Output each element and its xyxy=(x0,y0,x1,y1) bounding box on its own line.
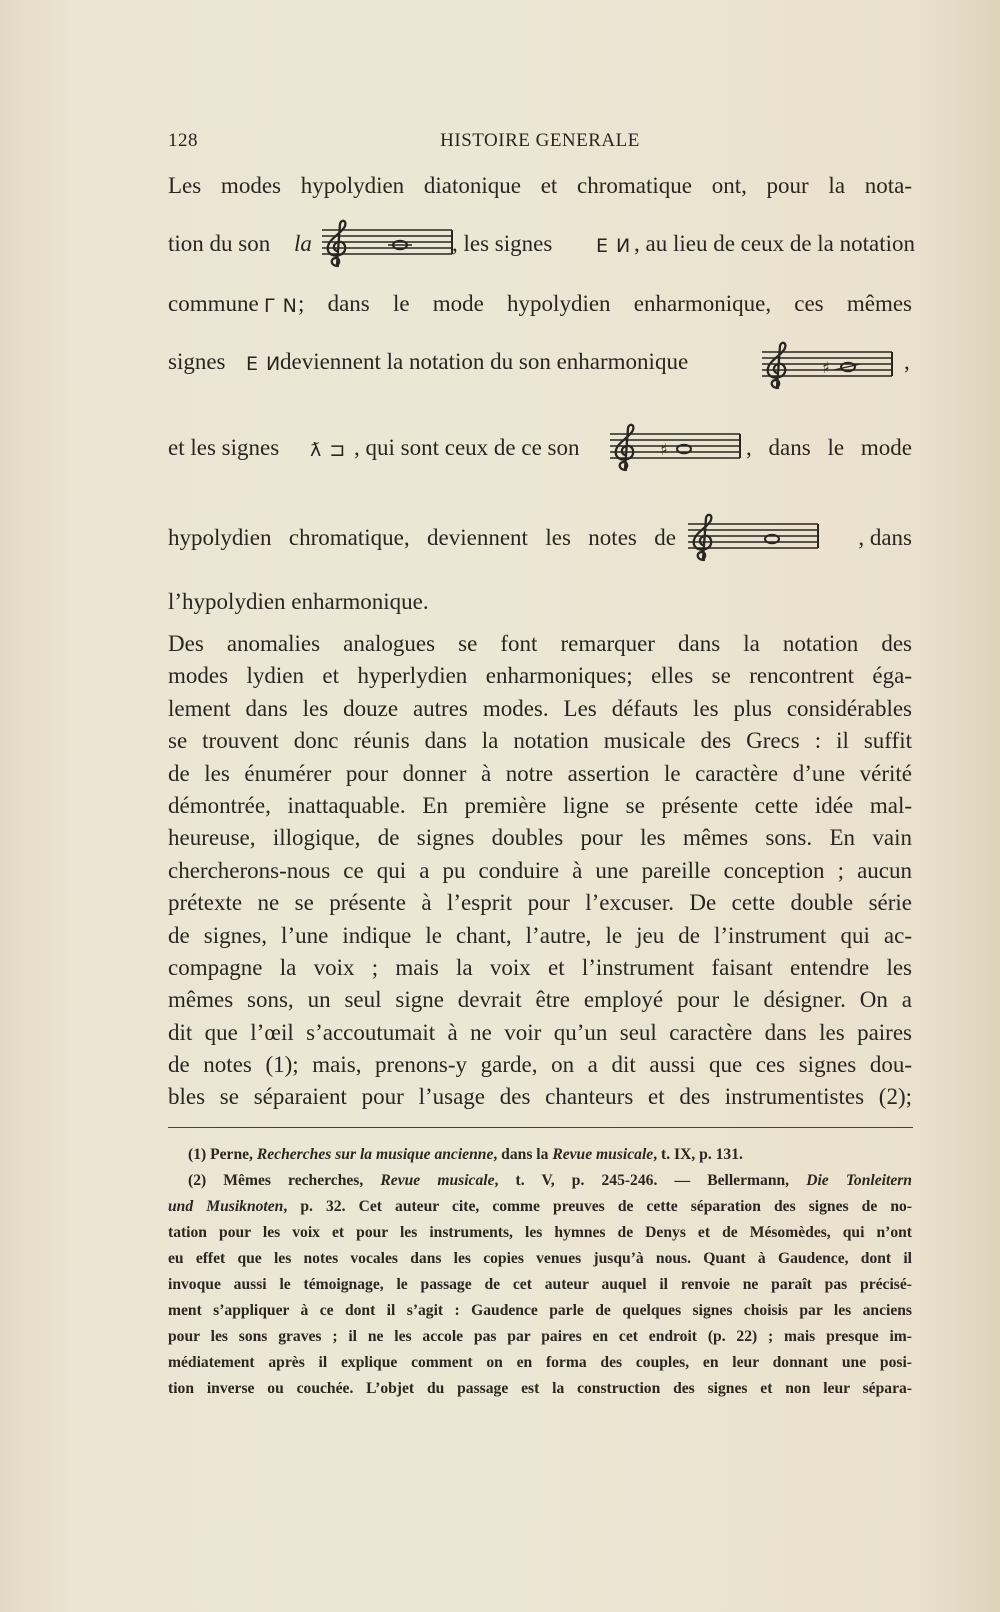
footnote-2-line: médiatement après il explique comment on en forma des couples, en leur donnant une posi- xyxy=(168,1354,912,1371)
footnote-text: (2) Mêmes recherches, xyxy=(188,1172,381,1189)
music-staff-icon xyxy=(316,218,458,268)
footnote-2-line: invoque aussi le témoignage, le passage de cet auteur auquel il renvoie ne paraît pas précisé- xyxy=(168,1276,912,1293)
text-segment: signes xyxy=(168,349,226,374)
footnote-title: und Musiknoten xyxy=(168,1198,284,1215)
text-line-with-notation xyxy=(168,432,912,480)
paragraph-line: se trouvent donc réunis dans la notation musicale des Grecs : il suffit xyxy=(168,728,912,754)
text-segment: , qui sont ceux de ce son xyxy=(354,435,580,460)
greek-notation-signs: Γ N xyxy=(264,295,298,317)
text-segment: deviennent la notation du son enharmonique xyxy=(280,349,689,374)
paragraph-line: modes lydien et hyperlydien enharmoniques; elles se rencontrent éga- xyxy=(168,663,912,689)
text-segment: , xyxy=(904,349,910,374)
footnote-text: , dans la xyxy=(493,1146,553,1163)
footnote-2-line: ment s’appliquer à ce dont il s’agit : Gaudence parle de quelques signes choisis par les anciens xyxy=(168,1302,912,1319)
text-segment: commune xyxy=(168,291,259,316)
note-name: la xyxy=(294,231,312,256)
text-line-with-notation xyxy=(168,228,916,276)
text-segment: , au lieu de ceux de la notation xyxy=(634,231,916,256)
paragraph-line: mêmes sons, un seul signe devrait être employé pour le désigner. On a xyxy=(168,987,912,1013)
paragraph-line: de les énumérer pour donner à notre assertion le caractère d’une vérité xyxy=(168,760,912,786)
footnote-divider xyxy=(168,1127,913,1128)
paragraph-line: de signes, l’une indique le chant, l’autre, le jeu de l’instrument qui ac- xyxy=(168,922,912,948)
page-number: 128 xyxy=(168,130,198,151)
music-staff-icon xyxy=(682,512,824,562)
footnote-2-line: tion inverse ou couchée. L’objet du passage est la construction des signes et non leur sépara- xyxy=(168,1380,912,1397)
svg-text:♯: ♯ xyxy=(660,440,668,459)
paragraph-line: Des anomalies analogues se font remarquer dans la notation des xyxy=(168,631,912,656)
footnote-2-line: tation pour les voix et pour les instruments, les hymnes de Denys et de Mésomèdes, qui n’ont xyxy=(168,1224,912,1241)
text-segment: tion du son xyxy=(168,231,271,256)
text-line-with-notation xyxy=(168,522,912,570)
paragraph-line: dit que l’œil s’accoutumait à ne voir qu’un seul caractère dans les paires xyxy=(168,1019,912,1045)
footnote-title: Revue musicale xyxy=(552,1146,654,1163)
text-segment: , dans xyxy=(858,525,912,550)
footnote-1 xyxy=(168,1142,912,1168)
paragraph-line: chercherons-nous ce qui a pu conduire à une pareille conception ; aucun xyxy=(168,857,912,883)
paragraph-line: heureuse, illogique, de signes doubles pour les mêmes sons. En vain xyxy=(168,825,912,851)
footnote-title: Recherches sur la musique ancienne xyxy=(256,1146,494,1163)
text-segment: hypolydien chromatique, deviennent les notes de xyxy=(168,525,676,550)
paragraph-line: compagne la voix ; mais la voix et l’instrument faisant entendre les xyxy=(168,954,912,980)
footnote-text: , t. IX, p. 131. xyxy=(653,1146,743,1163)
footnote-2-line: eu effet que les notes vocales dans les copies venues jusqu’à nous. Quant à Gaudence, dont il xyxy=(168,1250,912,1267)
text-line xyxy=(168,586,912,618)
footnote-2-line xyxy=(168,1168,912,1194)
music-staff-icon xyxy=(604,422,746,472)
paragraph-line: lement dans les douze autres modes. Les défauts les plus considérables xyxy=(168,695,912,721)
text-segment: et les signes xyxy=(168,435,280,460)
page-header xyxy=(168,126,912,158)
paragraph-line: bles se séparaient pour l’usage des chanteurs et des instrumentistes (2); xyxy=(168,1084,912,1110)
footnote-title: Die Tonleitern xyxy=(806,1172,912,1189)
footnote-2-line: pour les sons graves ; il ne les accole pas par paires en cet endroit (p. 22) ; mais presque im- xyxy=(168,1328,912,1345)
main-paragraph xyxy=(168,628,912,1114)
text-segment: ; dans le mode hypolydien enharmonique, ces mêmes xyxy=(298,291,912,316)
running-title: HISTOIRE GENERALE xyxy=(440,130,640,151)
text-line xyxy=(168,170,912,202)
text-line-with-notation xyxy=(168,346,912,394)
footnote-text: (1) Perne, xyxy=(188,1146,257,1163)
footnote-2-line xyxy=(168,1194,912,1220)
footnotes xyxy=(168,1142,912,1402)
svg-text:♯: ♯ xyxy=(822,358,830,377)
text-segment: , dans le mode xyxy=(746,435,912,460)
footnote-text: , p. 32. Cet auteur cite, comme preuves de cette séparation des signes de no- xyxy=(283,1198,912,1215)
text-segment: Les modes hypolydien diatonique et chromatique ont, pour la nota- xyxy=(168,173,912,198)
footnote-text: , t. V, p. 245-246. — Bellermann, xyxy=(494,1172,807,1189)
text-segment: , les signes xyxy=(452,231,553,256)
paragraph-line: de notes (1); mais, prenons-y garde, on a dit aussi que ces signes dou- xyxy=(168,1052,912,1078)
music-staff-icon xyxy=(756,340,898,390)
footnote-title: Revue musicale xyxy=(380,1172,495,1189)
paragraph-line: prétexte ne se présente à l’esprit pour l’excuser. De cette double série xyxy=(168,890,912,916)
greek-notation-signs: ƛ ⊐ xyxy=(310,439,347,461)
text-segment: l’hypolydien enharmonique. xyxy=(168,589,429,614)
greek-notation-signs: E И xyxy=(246,353,282,375)
paragraph-line: démontrée, inattaquable. En première ligne se présente cette idée mal- xyxy=(168,792,912,818)
greek-notation-signs: E И xyxy=(596,235,632,257)
